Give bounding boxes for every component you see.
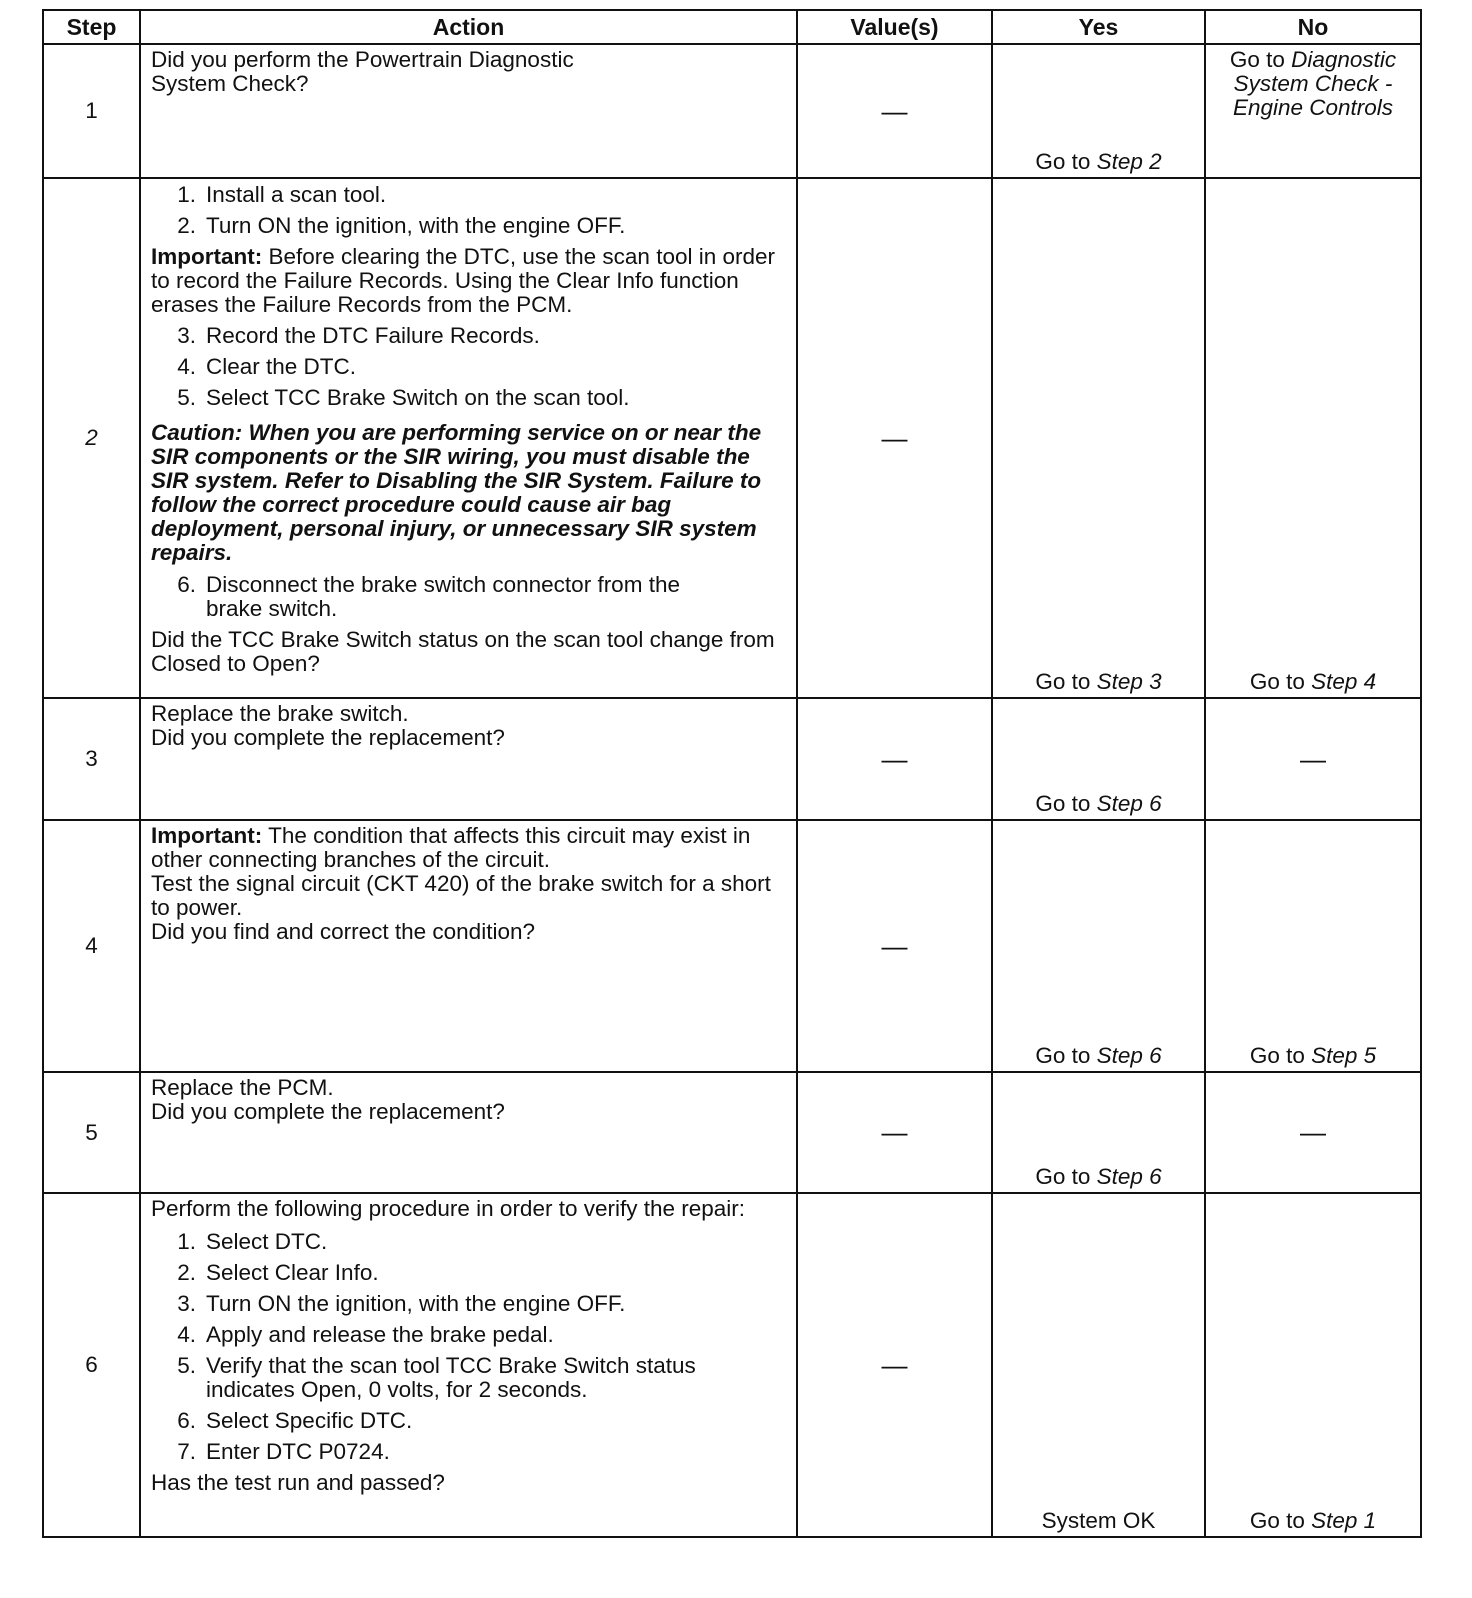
- no-prefix: Go to: [1229, 47, 1292, 72]
- yes-prefix: Go to: [1035, 149, 1097, 174]
- step-number: 1: [43, 44, 140, 178]
- yes-prefix: Go to: [1035, 1164, 1097, 1189]
- value-cell: —: [797, 178, 992, 698]
- header-step: Step: [43, 10, 140, 44]
- header-yes: Yes: [992, 10, 1205, 44]
- no-cell: [1205, 44, 1421, 178]
- list-item: 2. Select Clear Info.: [177, 1260, 379, 1285]
- value-cell: —: [797, 44, 992, 178]
- table-row-step-5: [43, 1072, 1421, 1193]
- header-values: Value(s): [797, 10, 992, 44]
- no-prefix: Go to: [1249, 1508, 1312, 1533]
- action-cell: [140, 698, 797, 820]
- action-instruction: Test the signal circuit (CKT 420) of the brake switch for a short to power.: [151, 871, 771, 920]
- yes-prefix: Go to: [1035, 669, 1097, 694]
- important-note: Important: The condition that affects this circuit may exist in other connecting branches of the circuit.: [151, 823, 751, 872]
- list-item: 5. Select TCC Brake Switch on the scan tool.: [177, 385, 630, 410]
- table-row-step-6: [43, 1193, 1421, 1537]
- caution-note: Caution: When you are performing service on or near the SIR components or the SIR wiring, you must disable the SIR system. Refer to Disabling the SIR System. Failure to follow the correct procedure could cause air bag deployment, personal injury, or unnecessary SIR system repairs.: [151, 420, 762, 565]
- list-item: 3. Record the DTC Failure Records.: [177, 323, 540, 348]
- list-item: 4. Clear the DTC.: [177, 354, 357, 379]
- table-row-step-2: [43, 178, 1421, 698]
- action-cell: [140, 178, 797, 698]
- yes-cell: System OK: [992, 1193, 1205, 1537]
- yes-prefix: Go to: [1035, 1043, 1097, 1068]
- list-item: 6. Select Specific DTC.: [177, 1408, 413, 1433]
- action-instruction: Replace the PCM.: [151, 1075, 334, 1100]
- no-prefix: Go to: [1249, 1043, 1312, 1068]
- step-number: 5: [43, 1072, 140, 1193]
- action-question: Did the TCC Brake Switch status on the scan tool change from Closed to Open?: [151, 627, 775, 676]
- action-cell: [140, 1072, 797, 1193]
- yes-prefix: Go to: [1035, 791, 1097, 816]
- no-step-link[interactable]: Step 5: [1311, 1043, 1377, 1068]
- no-cell: [1205, 820, 1421, 1072]
- table-row-step-1: [43, 44, 1421, 178]
- step-number: 2: [43, 178, 140, 698]
- verify-steps-list: [151, 1223, 786, 1471]
- action-cell: [140, 820, 797, 1072]
- action-instruction: Perform the following procedure in order to verify the repair:: [151, 1196, 746, 1221]
- step-number: 4: [43, 820, 140, 1072]
- table-row-step-3: [43, 698, 1421, 820]
- action-question: Did you find and correct the condition?: [151, 919, 535, 944]
- step-list-c: [151, 571, 786, 628]
- no-cell: [1205, 1193, 1421, 1537]
- no-prefix: Go to: [1249, 669, 1312, 694]
- no-step-link[interactable]: Diagnostic System Check - Engine Controls: [1232, 47, 1397, 120]
- important-note: Important: Before clearing the DTC, use the scan tool in order to record the Failure Records. Using the Clear Info function erases the Failure Records from the PCM.: [151, 244, 776, 317]
- yes-step-link[interactable]: Step 6: [1096, 1043, 1162, 1068]
- step-list-b: [151, 317, 786, 417]
- list-item: 4. Apply and release the brake pedal.: [177, 1322, 554, 1347]
- no-cell: —: [1205, 1072, 1421, 1193]
- step-number: 3: [43, 698, 140, 820]
- step-number: 6: [43, 1193, 140, 1537]
- yes-cell: [992, 820, 1205, 1072]
- action-question: Has the test run and passed?: [151, 1470, 445, 1495]
- value-cell: —: [797, 698, 992, 820]
- step-list-a: [151, 180, 786, 245]
- no-cell: [1205, 178, 1421, 698]
- header-no: No: [1205, 10, 1421, 44]
- action-question: Did you complete the replacement?: [151, 725, 505, 750]
- no-cell: —: [1205, 698, 1421, 820]
- list-item: 5. Verify that the scan tool TCC Brake Switch status indicates Open, 0 volts, for 2 seconds.: [177, 1353, 696, 1402]
- list-item: 1. Select DTC.: [177, 1229, 328, 1254]
- action-question: Did you complete the replacement?: [151, 1099, 505, 1124]
- yes-cell: [992, 698, 1205, 820]
- list-item: 1. Install a scan tool.: [177, 182, 387, 207]
- list-item: 2. Turn ON the ignition, with the engine OFF.: [177, 213, 626, 238]
- action-question: Did you perform the Powertrain Diagnostic System Check?: [151, 47, 574, 96]
- no-step-link[interactable]: Step 4: [1311, 669, 1377, 694]
- list-item: 7. Enter DTC P0724.: [177, 1439, 390, 1464]
- action-instruction: Replace the brake switch.: [151, 701, 409, 726]
- table-row-step-4: [43, 820, 1421, 1072]
- action-cell: [140, 44, 797, 178]
- header-action: Action: [140, 10, 797, 44]
- table-header-row: [43, 10, 1421, 44]
- no-step-link[interactable]: Step 1: [1311, 1508, 1377, 1533]
- yes-step-link[interactable]: Step 3: [1096, 669, 1162, 694]
- value-cell: —: [797, 1072, 992, 1193]
- value-cell: —: [797, 1193, 992, 1537]
- yes-step-link[interactable]: Step 6: [1096, 791, 1162, 816]
- yes-step-link[interactable]: Step 6: [1096, 1164, 1162, 1189]
- yes-cell: [992, 44, 1205, 178]
- list-item: 6. Disconnect the brake switch connector from the brake switch.: [177, 572, 680, 621]
- yes-step-link[interactable]: Step 2: [1096, 149, 1162, 174]
- diagnostic-table: [42, 9, 1422, 1538]
- value-cell: —: [797, 820, 992, 1072]
- list-item: 3. Turn ON the ignition, with the engine OFF.: [177, 1291, 626, 1316]
- yes-cell: [992, 1072, 1205, 1193]
- yes-cell: [992, 178, 1205, 698]
- action-cell: [140, 1193, 797, 1537]
